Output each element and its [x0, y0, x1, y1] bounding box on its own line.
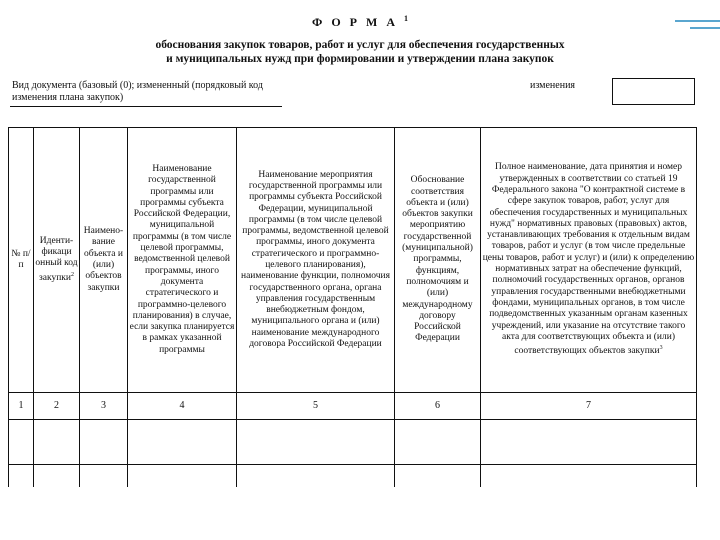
form-subtitle-line2: и муниципальных нужд при формировании и утверждении плана закупок [166, 53, 554, 65]
document-type-underline [10, 106, 282, 107]
column-number: 4 [128, 393, 237, 420]
table-cell[interactable] [395, 465, 481, 488]
table-cell[interactable] [481, 420, 697, 465]
header-identification-code: Иденти-фикаци онный код закупки$^2$ [34, 128, 80, 393]
column-number: 3 [80, 393, 128, 420]
table-row [9, 465, 697, 488]
table-cell[interactable] [80, 420, 128, 465]
table-cell[interactable] [237, 465, 395, 488]
table-cell[interactable] [128, 465, 237, 488]
table-cell[interactable] [237, 420, 395, 465]
column-number: 1 [9, 393, 34, 420]
column-number-row [9, 393, 697, 420]
table-cell[interactable] [128, 420, 237, 465]
column-number: 6 [395, 393, 481, 420]
document-type-label: Вид документа (базовый (0); измененный (порядковый код изменения плана закупок) [12, 80, 263, 103]
table-row [9, 420, 697, 465]
table-cell[interactable] [481, 465, 697, 488]
title-footnote: 1 [403, 14, 408, 23]
changes-label: изменения [530, 80, 576, 91]
form-subtitle-line1: обоснования закупок товаров, работ и услуг для обеспечения государственных [155, 39, 565, 51]
justification-table [8, 127, 697, 487]
header-justification: Обоснование соответствия объекта и (или) объектов закупки мероприятию государственной (муниципальной) программы, функциям, полномочиям и (или) международному договору Российской Федерации [395, 128, 481, 393]
table-cell[interactable] [9, 420, 34, 465]
column-number: 5 [237, 393, 395, 420]
table-cell[interactable] [34, 420, 80, 465]
column-number: 7 [481, 393, 697, 420]
table-cell[interactable] [34, 465, 80, 488]
header-object-name: Наимено-вание объекта и (или) объектов закупки [80, 128, 128, 393]
header-normative-acts: Полное наименование, дата принятия и номер утвержденных в соответствии со статьей 19 Федерального закона "О контрактной системе в сфере закупок товаров, работ, услуг для обеспечения государственных и муниципальных нужд" нормативных правовых (правовых) актов, устанавливающих требования к отдельным видам товаров, работ и услуг (в том числе предельные цены товаров, работ и услуг) и (или) к определению нормативных затрат на обеспечение функций, полномочий государственных органов, органов управления государственными внебюджетными фондами, муниципальных органов, в том числе подведомственных указанным органам казенных учреждений, или указание на отсутствие такого акта для соответствующих объекта и (или) соответствующих объектов закупки$^3$ [481, 128, 697, 393]
header-program-event: Наименование мероприятия государственной программы или программы субъекта Российской Федерации, муниципальной программы (в том числе целевой программы, ведомственной целевой программы, иного документа стратегического и программно-целевого планирования), наименование функции, полномочия государственного органа, органа управления государственным внебюджетным фондом, муниципального органа и (или) наименование международного договора Российской Федерации [237, 128, 395, 393]
header-row [9, 128, 697, 393]
table-cell[interactable] [9, 465, 34, 488]
form-title: Ф О Р М А $^1$ [312, 14, 408, 29]
column-number: 2 [34, 393, 80, 420]
table-cell[interactable] [80, 465, 128, 488]
header-program-name: Наименование государственной программы или программы субъекта Российской Федерации, муниципальной программы (в том числе целевой программы, ведомственной целевой программы, иного документа стратегического и программно-целевого планирования) в случае, если закупка планируется в рамках указанной программы [128, 128, 237, 393]
header-number: № п/п [9, 128, 34, 393]
changes-field[interactable] [612, 78, 695, 105]
table-cell[interactable] [395, 420, 481, 465]
